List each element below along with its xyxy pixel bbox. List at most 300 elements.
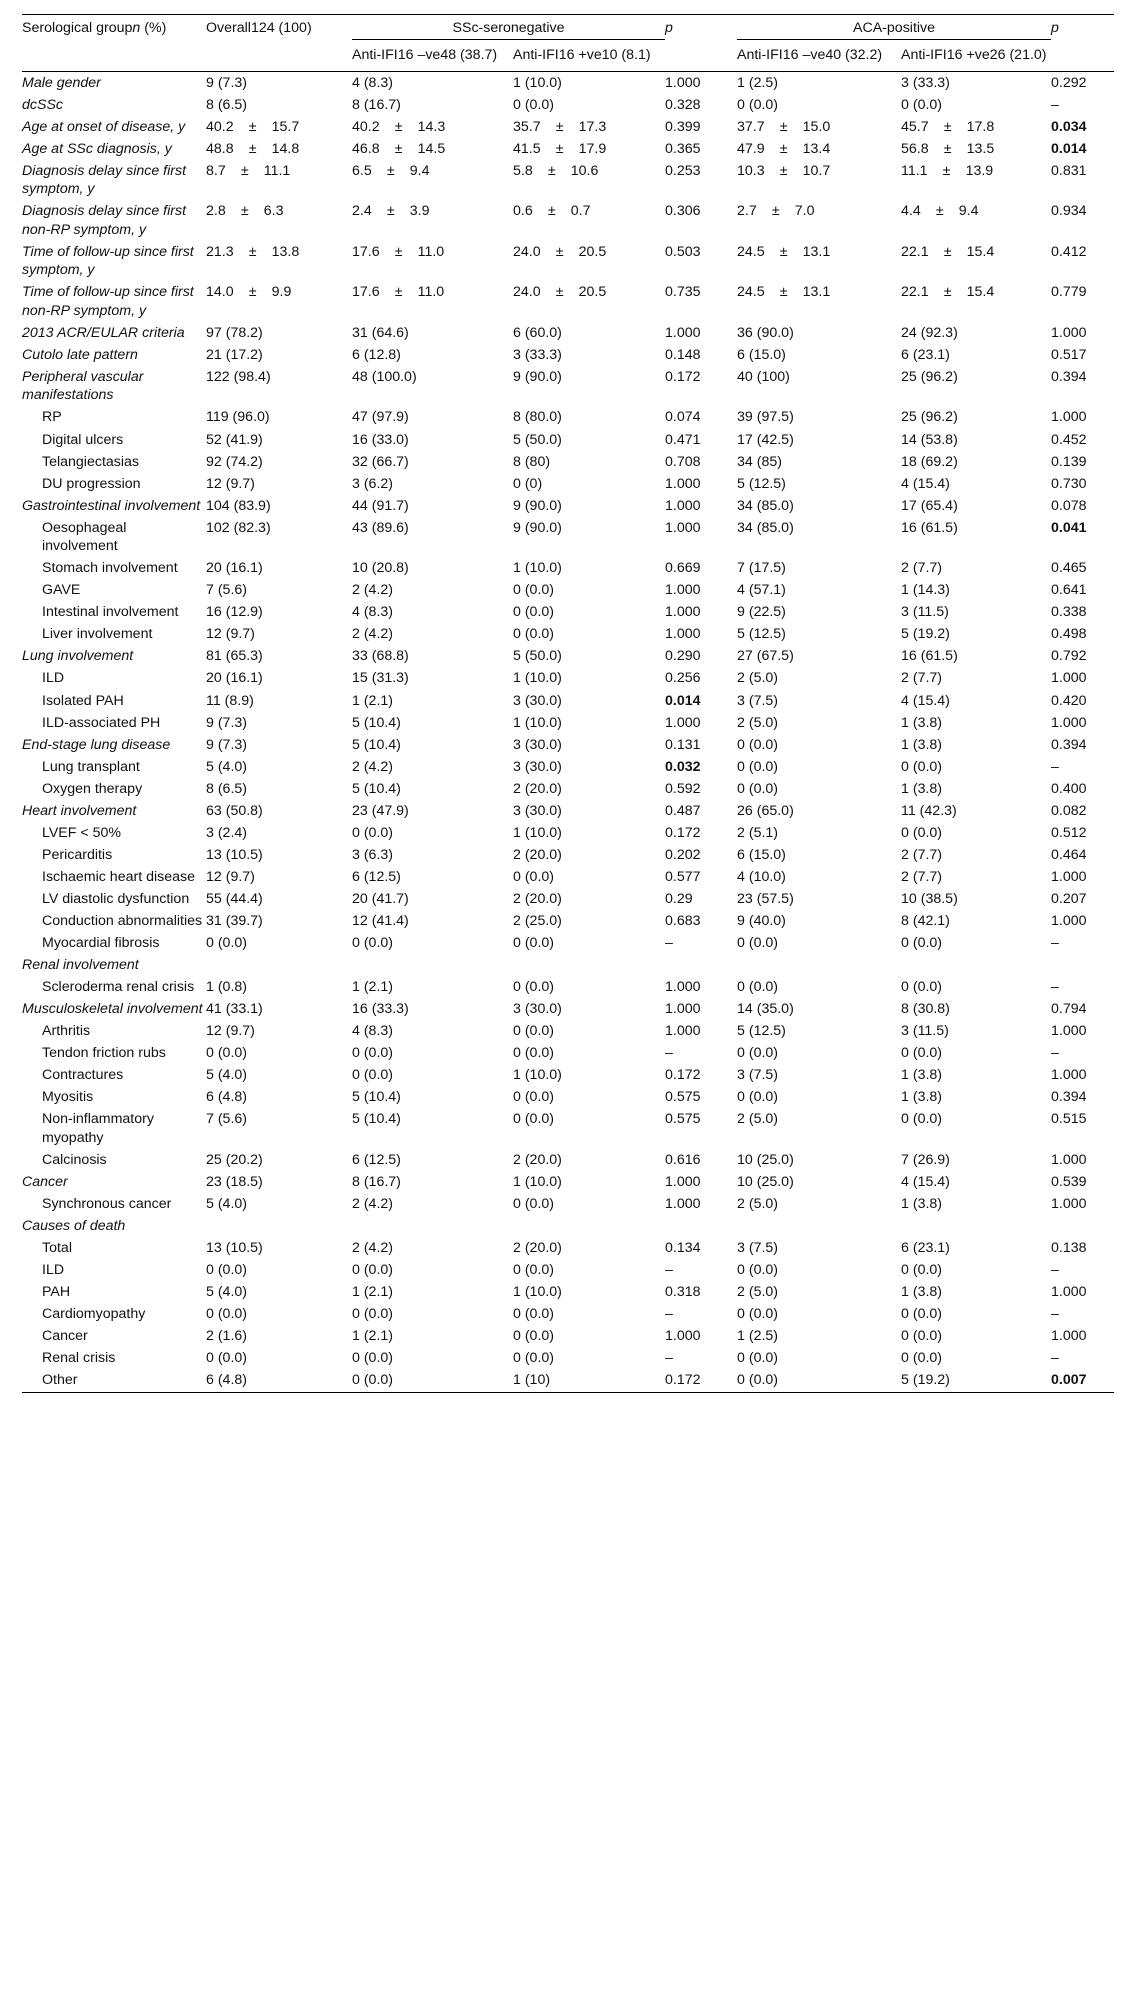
table-cell: 0.138 bbox=[1051, 1240, 1087, 1257]
table-cell: 0 (0.0) bbox=[352, 1045, 394, 1062]
table-row bbox=[22, 646, 1114, 668]
table-cell: 14.0 ± 9.9 bbox=[206, 284, 292, 301]
table-cell: 1.000 bbox=[665, 1173, 701, 1190]
table-cell: 0 (0.0) bbox=[352, 1350, 394, 1367]
row-label: Diagnosis delay since first non-RP symptom, y bbox=[22, 203, 187, 238]
table-cell: 20 (16.1) bbox=[206, 560, 263, 577]
table-cell: 13 (10.5) bbox=[206, 1240, 263, 1257]
row-label: ILD bbox=[42, 670, 65, 687]
table-cell: 1 (10.0) bbox=[513, 1067, 562, 1084]
table-cell: 6 (15.0) bbox=[737, 346, 786, 363]
table-cell: 0 (0.0) bbox=[901, 1306, 943, 1323]
table-cell: 6 (12.5) bbox=[352, 1151, 401, 1168]
table-row bbox=[22, 71, 1114, 94]
table-cell: 2 (5.0) bbox=[737, 1195, 779, 1212]
table-cell: 14 (35.0) bbox=[737, 1001, 794, 1018]
table-cell: 1 (10.0) bbox=[513, 1284, 562, 1301]
table-row bbox=[22, 998, 1114, 1020]
table-cell: 0 (0.0) bbox=[737, 1306, 779, 1323]
table-cell: 4 (8.3) bbox=[352, 604, 394, 621]
table-cell: 1.000 bbox=[665, 979, 701, 996]
table-cell bbox=[352, 1215, 513, 1237]
table-cell: 5 (19.2) bbox=[901, 1370, 1051, 1393]
table-cell: 0 (0.0) bbox=[513, 1023, 555, 1040]
header-aca-ifi16-pos: Anti-IFI16 +ve26 (21.0) bbox=[901, 40, 1051, 71]
table-row bbox=[22, 888, 1114, 910]
table-cell: 1 (2.1) bbox=[352, 1284, 394, 1301]
table-cell: 11 (8.9) bbox=[206, 692, 254, 709]
table-cell: 0 (0.0) bbox=[901, 1350, 943, 1367]
table-cell: 47.9 ± 13.4 bbox=[737, 140, 831, 157]
table-cell: 0 (0.0) bbox=[737, 1262, 779, 1279]
table-cell: 5 (19.2) bbox=[901, 626, 950, 643]
table-cell: 12 (9.7) bbox=[206, 1023, 255, 1040]
table-cell: 34 (85.0) bbox=[737, 519, 794, 536]
row-label: Isolated PAH bbox=[42, 692, 124, 709]
table-cell: 0.253 bbox=[665, 162, 701, 179]
table-cell: 0.014 bbox=[665, 692, 701, 709]
table-row bbox=[22, 241, 1114, 282]
table-cell: 5 (50.0) bbox=[513, 648, 562, 665]
table-cell: 0.452 bbox=[1051, 431, 1087, 448]
table-cell: 81 (65.3) bbox=[206, 648, 263, 665]
table-row bbox=[22, 451, 1114, 473]
table-cell: – bbox=[665, 935, 673, 952]
table-cell: 0 (0.0) bbox=[513, 1111, 555, 1128]
table-cell: 0.074 bbox=[665, 409, 701, 426]
table-cell bbox=[1051, 1215, 1114, 1237]
table-cell bbox=[737, 954, 901, 976]
table-cell: 1 (3.8) bbox=[901, 1089, 943, 1106]
table-cell bbox=[1051, 954, 1114, 976]
table-cell: 0.465 bbox=[1051, 560, 1087, 577]
row-label: Age at onset of disease, y bbox=[22, 118, 186, 135]
table-cell: 5 (10.4) bbox=[352, 1111, 401, 1128]
table-cell: 3 (7.5) bbox=[737, 1240, 779, 1257]
table-row bbox=[22, 495, 1114, 517]
table-cell: 2.7 ± 7.0 bbox=[737, 203, 815, 220]
table-cell: 2 (5.0) bbox=[737, 714, 779, 731]
table-cell: 15 (31.3) bbox=[352, 670, 409, 687]
table-cell: 6 (4.8) bbox=[206, 1370, 352, 1393]
header-p2: p bbox=[1051, 15, 1114, 72]
table-cell: 23 (57.5) bbox=[737, 890, 794, 907]
table-cell: 0 (0.0) bbox=[737, 780, 779, 797]
table-cell: 0.934 bbox=[1051, 203, 1087, 220]
table-cell: 1.000 bbox=[1051, 1195, 1087, 1212]
table-cell: 12 (41.4) bbox=[352, 912, 409, 929]
table-cell: 3 (6.3) bbox=[352, 846, 394, 863]
table-cell: 0.779 bbox=[1051, 284, 1087, 301]
table-cell: 17.6 ± 11.0 bbox=[352, 284, 445, 301]
table-row bbox=[22, 160, 1114, 201]
table-cell: 0.641 bbox=[1051, 582, 1087, 599]
table-row bbox=[22, 756, 1114, 778]
table-cell: 3 (30.0) bbox=[513, 736, 562, 753]
table-cell: 0 (0.0) bbox=[513, 96, 555, 113]
table-cell: 0.730 bbox=[1051, 475, 1087, 492]
table-cell: 0.014 bbox=[1051, 140, 1087, 157]
row-label: LV diastolic dysfunction bbox=[42, 890, 190, 907]
table-cell: 0 (0.0) bbox=[901, 1045, 943, 1062]
table-cell: 1.000 bbox=[665, 324, 701, 341]
table-cell: 2 (4.2) bbox=[352, 626, 394, 643]
table-row bbox=[22, 1215, 1114, 1237]
table-cell: 16 (33.0) bbox=[352, 431, 409, 448]
table-cell: 34 (85) bbox=[737, 453, 782, 470]
table-cell: 0.131 bbox=[665, 736, 701, 753]
table-cell: 6 (4.8) bbox=[206, 1089, 248, 1106]
table-row bbox=[22, 116, 1114, 138]
table-cell: 5 (10.4) bbox=[352, 780, 401, 797]
table-cell: 1 (10.0) bbox=[513, 74, 562, 91]
row-label: Calcinosis bbox=[42, 1151, 107, 1168]
table-cell: 0.735 bbox=[665, 284, 701, 301]
table-row bbox=[22, 473, 1114, 495]
table-cell: 4 (15.4) bbox=[901, 475, 950, 492]
table-cell bbox=[513, 954, 665, 976]
table-cell: 1.000 bbox=[665, 519, 701, 536]
table-cell: 12 (9.7) bbox=[206, 868, 255, 885]
row-label: RP bbox=[42, 409, 62, 426]
row-label: Renal crisis bbox=[42, 1350, 116, 1367]
table-cell: 12 (9.7) bbox=[206, 475, 255, 492]
table-cell: 1 (10) bbox=[513, 1370, 665, 1393]
table-cell: 0 (0.0) bbox=[206, 1262, 248, 1279]
table-cell: 2 (20.0) bbox=[513, 1151, 562, 1168]
table-cell: 5 (50.0) bbox=[513, 431, 562, 448]
table-cell: 37.7 ± 15.0 bbox=[737, 118, 831, 135]
table-cell: 4 (57.1) bbox=[737, 582, 786, 599]
table-cell: 41.5 ± 17.9 bbox=[513, 140, 607, 157]
table-cell: 0 (0.0) bbox=[737, 1370, 901, 1393]
table-cell: 0 (0.0) bbox=[737, 1045, 779, 1062]
table-cell: 0 (0.0) bbox=[513, 626, 555, 643]
table-row bbox=[22, 1087, 1114, 1109]
table-cell: 20 (41.7) bbox=[352, 890, 409, 907]
table-cell: 3 (30.0) bbox=[513, 802, 562, 819]
table-cell: 6 (12.5) bbox=[352, 868, 401, 885]
table-row bbox=[22, 668, 1114, 690]
table-cell: – bbox=[1051, 1306, 1059, 1323]
table-row bbox=[22, 1237, 1114, 1259]
table-cell: 40.2 ± 15.7 bbox=[206, 118, 300, 135]
table-cell: 0.306 bbox=[665, 203, 701, 220]
table-cell: 0 (0.0) bbox=[513, 1328, 555, 1345]
table-cell: 0 (0) bbox=[513, 475, 543, 492]
table-cell: 0 (0.0) bbox=[901, 979, 943, 996]
table-cell: 6 (23.1) bbox=[901, 346, 950, 363]
table-cell: 2 (5.0) bbox=[737, 670, 779, 687]
table-cell: 31 (39.7) bbox=[206, 912, 263, 929]
table-cell: 5.8 ± 10.6 bbox=[513, 162, 599, 179]
table-cell: 7 (26.9) bbox=[901, 1151, 950, 1168]
row-label: GAVE bbox=[42, 582, 81, 599]
table-cell: 5 (4.0) bbox=[206, 1195, 248, 1212]
row-label: PAH bbox=[42, 1284, 71, 1301]
table-cell: 1 (2.1) bbox=[352, 979, 394, 996]
table-cell: 1.000 bbox=[1051, 670, 1087, 687]
row-label: ILD bbox=[42, 1262, 65, 1279]
table-cell: 0.539 bbox=[1051, 1173, 1087, 1190]
table-cell: 7 (17.5) bbox=[737, 560, 786, 577]
row-label: Cancer bbox=[22, 1173, 68, 1190]
table-cell: 1 (2.1) bbox=[352, 1328, 394, 1345]
table-row bbox=[22, 910, 1114, 932]
table-cell: 2 (4.2) bbox=[352, 582, 394, 599]
table-cell: 0.134 bbox=[665, 1240, 701, 1257]
table-cell: 1.000 bbox=[1051, 1067, 1087, 1084]
table-cell: 0.172 bbox=[665, 368, 701, 385]
table-cell: 1 (10.0) bbox=[513, 714, 562, 731]
table-cell: 2 (7.7) bbox=[901, 846, 943, 863]
table-cell: 0.394 bbox=[1051, 368, 1087, 385]
table-cell: 0.420 bbox=[1051, 692, 1087, 709]
row-label: Scleroderma renal crisis bbox=[42, 979, 195, 996]
row-label: DU progression bbox=[42, 475, 141, 492]
row-label: Arthritis bbox=[42, 1023, 91, 1040]
table-cell: 3 (7.5) bbox=[737, 1067, 779, 1084]
table-cell: 1 (3.8) bbox=[901, 780, 943, 797]
table-cell: 0.078 bbox=[1051, 497, 1087, 514]
row-label: Cutolo late pattern bbox=[22, 346, 138, 363]
table-cell: 48.8 ± 14.8 bbox=[206, 140, 300, 157]
table-cell: 0.032 bbox=[665, 758, 701, 775]
table-cell: 0 (0.0) bbox=[352, 1370, 513, 1393]
table-cell: 7 (5.6) bbox=[206, 582, 248, 599]
table-cell: – bbox=[1051, 1045, 1059, 1062]
row-label: Lung transplant bbox=[42, 758, 140, 775]
header-aca-positive: ACA-positive bbox=[737, 15, 1051, 40]
table-cell: 0 (0.0) bbox=[901, 935, 943, 952]
table-cell: 5 (4.0) bbox=[206, 1284, 248, 1301]
table-cell: 7 (5.6) bbox=[206, 1111, 248, 1128]
table-cell: 0 (0.0) bbox=[901, 1262, 943, 1279]
table-cell: 2 (5.0) bbox=[737, 1284, 779, 1301]
table-cell bbox=[206, 1215, 352, 1237]
table-cell: 39 (97.5) bbox=[737, 409, 794, 426]
table-row bbox=[22, 1303, 1114, 1325]
table-cell: 6 (12.8) bbox=[352, 346, 401, 363]
row-label: Telangiectasias bbox=[42, 453, 140, 470]
table-cell: 47 (97.9) bbox=[352, 409, 409, 426]
row-label: Causes of death bbox=[22, 1218, 126, 1235]
table-cell: 0.318 bbox=[665, 1284, 701, 1301]
table-cell: 1.000 bbox=[665, 1001, 701, 1018]
table-body bbox=[22, 71, 1114, 1392]
table-cell: 1 (10.0) bbox=[513, 560, 562, 577]
table-cell: 22.1 ± 15.4 bbox=[901, 243, 995, 260]
table-cell: 21.3 ± 13.8 bbox=[206, 243, 300, 260]
table-cell: 3 (30.0) bbox=[513, 692, 562, 709]
table-cell: 35.7 ± 17.3 bbox=[513, 118, 607, 135]
table-cell: 0 (0.0) bbox=[513, 868, 555, 885]
table-cell: 10 (25.0) bbox=[737, 1173, 794, 1190]
table-cell: 0.515 bbox=[1051, 1111, 1087, 1128]
table-cell: 122 (98.4) bbox=[206, 368, 271, 385]
header-serological-group: Serological groupn (%) bbox=[22, 15, 206, 72]
table-cell: 4 (10.0) bbox=[737, 868, 786, 885]
table-cell: – bbox=[665, 1306, 673, 1323]
table-cell: 0.503 bbox=[665, 243, 701, 260]
table-cell: 1.000 bbox=[1051, 1151, 1087, 1168]
row-label: Oxygen therapy bbox=[42, 780, 143, 797]
table-cell: 0.794 bbox=[1051, 1001, 1087, 1018]
table-cell: 0.148 bbox=[665, 346, 701, 363]
table-cell: 1.000 bbox=[665, 497, 701, 514]
table-cell: 0 (0.0) bbox=[901, 1328, 943, 1345]
table-cell: 33 (68.8) bbox=[352, 648, 409, 665]
table-cell: 14 (53.8) bbox=[901, 431, 958, 448]
table-cell: 0.575 bbox=[665, 1111, 701, 1128]
table-cell: 9 (7.3) bbox=[206, 714, 248, 731]
table-cell: 40 (100) bbox=[737, 368, 790, 385]
table-cell: 20 (16.1) bbox=[206, 670, 263, 687]
table-cell: 0 (0.0) bbox=[737, 935, 779, 952]
table-cell: 0.512 bbox=[1051, 824, 1087, 841]
table-cell: 6 (15.0) bbox=[737, 846, 786, 863]
row-label: Male gender bbox=[22, 74, 101, 91]
table-cell: 0 (0.0) bbox=[352, 824, 394, 841]
table-cell: 0.831 bbox=[1051, 162, 1087, 179]
table-cell: 24 (92.3) bbox=[901, 324, 958, 341]
table-row bbox=[22, 976, 1114, 998]
row-label: Stomach involvement bbox=[42, 560, 178, 577]
table-cell: 0.256 bbox=[665, 670, 701, 687]
table-cell: 44 (91.7) bbox=[352, 497, 409, 514]
table-cell: 45.7 ± 17.8 bbox=[901, 118, 995, 135]
table-cell: 3 (33.3) bbox=[901, 74, 950, 91]
table-cell: 0.172 bbox=[665, 1370, 737, 1393]
table-cell: 0 (0.0) bbox=[352, 1067, 394, 1084]
table-cell: 0.365 bbox=[665, 140, 701, 157]
table-cell: 2 (25.0) bbox=[513, 912, 562, 929]
table-cell: 9 (90.0) bbox=[513, 497, 562, 514]
table-cell: 5 (12.5) bbox=[737, 626, 786, 643]
table-cell: 2 (1.6) bbox=[206, 1328, 248, 1345]
table-cell: 2.4 ± 3.9 bbox=[352, 203, 430, 220]
table-row bbox=[22, 844, 1114, 866]
table-cell: 2 (20.0) bbox=[513, 780, 562, 797]
table-cell: 0.007 bbox=[1051, 1370, 1114, 1393]
table-cell: 8 (30.8) bbox=[901, 1001, 950, 1018]
table-row bbox=[22, 429, 1114, 451]
row-label: Diagnosis delay since first symptom, y bbox=[22, 162, 187, 198]
table-cell: – bbox=[665, 1350, 673, 1367]
table-cell: 12 (9.7) bbox=[206, 626, 255, 643]
table-cell: 16 (61.5) bbox=[901, 519, 958, 536]
row-label: Other bbox=[22, 1370, 206, 1393]
table-cell: 9 (90.0) bbox=[513, 519, 562, 536]
row-label: Tendon friction rubs bbox=[42, 1045, 166, 1062]
row-label: Synchronous cancer bbox=[42, 1195, 172, 1212]
table-cell: 26 (65.0) bbox=[737, 802, 794, 819]
table-row bbox=[22, 1109, 1114, 1150]
row-label: Time of follow-up since first non-RP symptom, y bbox=[22, 284, 194, 319]
table-cell: 25 (20.2) bbox=[206, 1151, 263, 1168]
table-cell: 0.464 bbox=[1051, 846, 1087, 863]
header-ssc-ifi16-pos: Anti-IFI16 +ve10 (8.1) bbox=[513, 40, 665, 71]
row-label: Cancer bbox=[42, 1328, 88, 1345]
table-cell: 1 (3.8) bbox=[901, 1067, 943, 1084]
table-cell: 0.6 ± 0.7 bbox=[513, 203, 591, 220]
table-cell: 17.6 ± 11.0 bbox=[352, 243, 445, 260]
table-cell: 2 (7.7) bbox=[901, 868, 943, 885]
table-cell: 0 (0.0) bbox=[737, 736, 779, 753]
table-cell: 8 (6.5) bbox=[206, 780, 248, 797]
table-cell: 41 (33.1) bbox=[206, 1001, 263, 1018]
table-cell: 3 (2.4) bbox=[206, 824, 248, 841]
header-aca-ifi16-neg: Anti-IFI16 –ve40 (32.2) bbox=[737, 40, 901, 71]
table-cell: 0 (0.0) bbox=[513, 1262, 555, 1279]
table-cell: 5 (4.0) bbox=[206, 758, 248, 775]
table-cell: 0.592 bbox=[665, 780, 701, 797]
table-cell: 0 (0.0) bbox=[513, 1089, 555, 1106]
table-cell: 3 (11.5) bbox=[901, 604, 949, 621]
table-cell: 10 (25.0) bbox=[737, 1151, 794, 1168]
table-cell: 16 (33.3) bbox=[352, 1001, 409, 1018]
table-cell: 1.000 bbox=[1051, 409, 1087, 426]
table-cell: 0.517 bbox=[1051, 346, 1087, 363]
table-cell: 8 (6.5) bbox=[206, 96, 248, 113]
table-cell: 1 (10.0) bbox=[513, 1173, 562, 1190]
table-cell: 34 (85.0) bbox=[737, 497, 794, 514]
table-cell: 102 (82.3) bbox=[206, 519, 271, 536]
table-cell: 0 (0.0) bbox=[737, 1350, 779, 1367]
table-cell: 1 (3.8) bbox=[901, 1195, 943, 1212]
row-label: End-stage lung disease bbox=[22, 736, 171, 753]
table-row bbox=[22, 138, 1114, 160]
table-cell: 0.29 bbox=[665, 890, 693, 907]
table-row bbox=[22, 1281, 1114, 1303]
table-cell: 5 (12.5) bbox=[737, 475, 786, 492]
table-cell: 21 (17.2) bbox=[206, 346, 263, 363]
row-label: Conduction abnormalities bbox=[42, 912, 203, 929]
table-cell: 2 (7.7) bbox=[901, 560, 943, 577]
table-row bbox=[22, 1193, 1114, 1215]
table-cell: – bbox=[1051, 96, 1059, 113]
table-cell: 1.000 bbox=[1051, 714, 1087, 731]
table-cell: 1 (10.0) bbox=[513, 824, 562, 841]
header-p1: p bbox=[665, 15, 737, 72]
table-cell: 0.575 bbox=[665, 1089, 701, 1106]
table-cell: 2 (20.0) bbox=[513, 846, 562, 863]
row-label: Non-inflammatory myopathy bbox=[42, 1111, 154, 1146]
table-cell: 8 (16.7) bbox=[352, 96, 401, 113]
table-cell: 0.034 bbox=[1051, 118, 1087, 135]
table-row bbox=[22, 407, 1114, 429]
table-cell: 0 (0.0) bbox=[206, 1306, 248, 1323]
table-cell: – bbox=[1051, 1350, 1059, 1367]
table-cell: 3 (7.5) bbox=[737, 692, 779, 709]
row-label: Digital ulcers bbox=[42, 431, 124, 448]
table-cell: 1 (10.0) bbox=[513, 670, 562, 687]
table-cell: 3 (33.3) bbox=[513, 346, 562, 363]
table-cell: 5 (10.4) bbox=[352, 1089, 401, 1106]
table-cell bbox=[901, 954, 1051, 976]
table-cell: 17 (42.5) bbox=[737, 431, 794, 448]
table-row bbox=[22, 1325, 1114, 1347]
table-row bbox=[22, 800, 1114, 822]
table-cell: 1.000 bbox=[1051, 868, 1087, 885]
table-cell: 0 (0.0) bbox=[737, 758, 779, 775]
table-cell: 6 (23.1) bbox=[901, 1240, 950, 1257]
table-cell: 4.4 ± 9.4 bbox=[901, 203, 979, 220]
table-row bbox=[22, 1149, 1114, 1171]
table-row bbox=[22, 778, 1114, 800]
table-cell: 4 (8.3) bbox=[352, 74, 394, 91]
table-cell: 10 (20.8) bbox=[352, 560, 409, 577]
